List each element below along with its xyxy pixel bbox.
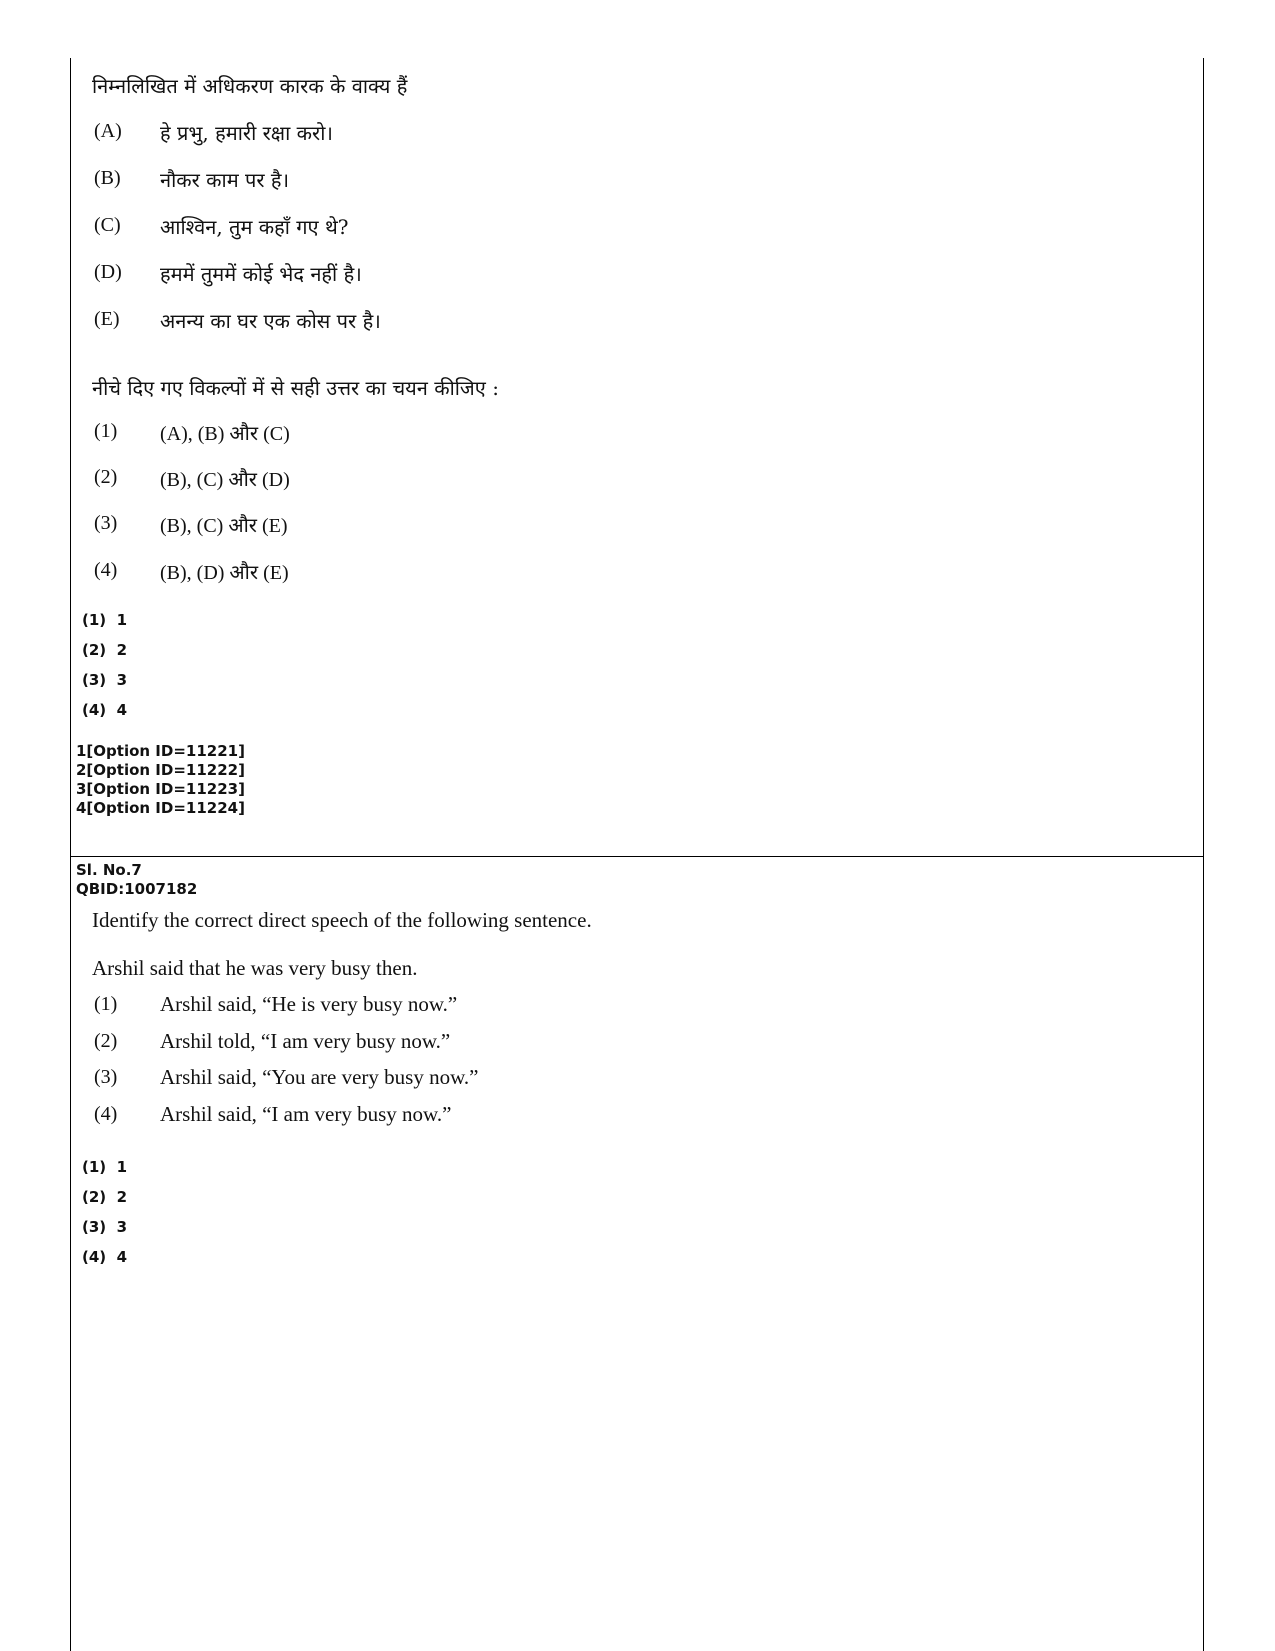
option-value: 4 [116,701,128,719]
option-number: (3) [82,1218,107,1236]
q6-choice-3: (B), (C) और (E) [160,515,288,537]
q6-statement-c-label: (C) [94,214,121,236]
q6-choice-3-label: (3) [94,512,118,534]
q6-statement-a: हे प्रभु, हमारी रक्षा करो। [160,121,333,145]
q6-statement-e: अनन्य का घर एक कोस पर है। [160,309,381,333]
option-value: 4 [116,1248,128,1266]
option-value: 1 [116,1158,128,1176]
q7-choice-3: Arshil said, “You are very busy now.” [160,1065,479,1089]
q7-sentence: Arshil said that he was very busy then. [92,956,418,980]
q6-choice-2-label: (2) [94,466,118,488]
option-id-3: 3[Option ID=11223] [76,780,245,798]
q6-choice-1: (A), (B) और (C) [160,423,290,445]
q6-choice-2: (B), (C) और (D) [160,469,290,491]
option-value: 1 [116,611,128,629]
q6-statement-e-label: (E) [94,308,120,330]
q6-stem: निम्नलिखित में अधिकरण कारक के वाक्य हैं [92,74,408,98]
sl-no: Sl. No.7 [76,861,142,879]
q7-choice-2: Arshil told, “I am very busy now.” [160,1029,451,1053]
option-value: 2 [116,1188,128,1206]
q6-statement-b-label: (B) [94,167,121,189]
option-id-2: 2[Option ID=11222] [76,761,245,779]
q7-choice-3-label: (3) [94,1066,118,1088]
option-value: 3 [116,671,128,689]
q7-header [76,861,197,899]
qbid: QBID:1007182 [76,880,198,898]
q6-statement-c: आश्विन, तुम कहाँ गए थे? [160,215,349,239]
q7-choice-4: Arshil said, “I am very busy now.” [160,1102,452,1126]
q6-statement-d-label: (D) [94,261,122,283]
option-id-1: 1[Option ID=11221] [76,742,245,760]
q7-option-3[interactable] [82,1218,127,1236]
option-number: (4) [82,701,107,719]
q6-choice-4-label: (4) [94,559,118,581]
q6-statement-b: नौकर काम पर है। [160,168,290,192]
q7-option-1[interactable] [82,1158,127,1176]
q7-choice-1-label: (1) [94,993,118,1015]
q6-option-3[interactable] [82,671,127,689]
q6-choice-4: (B), (D) और (E) [160,562,289,584]
q7-choice-2-label: (2) [94,1030,118,1052]
option-number: (1) [82,1158,107,1176]
q6-choice-1-label: (1) [94,420,118,442]
q6-option-4[interactable] [82,701,127,719]
option-id-4: 4[Option ID=11224] [76,799,245,817]
option-number: (2) [82,641,107,659]
page-right-border [1203,58,1204,1651]
option-number: (2) [82,1188,107,1206]
page-left-border [70,58,71,1651]
q7-option-4[interactable] [82,1248,127,1266]
q7-stem: Identify the correct direct speech of the following sentence. [92,908,592,932]
option-number: (3) [82,671,107,689]
q6-option-ids [76,742,245,818]
option-value: 2 [116,641,128,659]
option-number: (1) [82,611,107,629]
option-number: (4) [82,1248,107,1266]
q6-option-1[interactable] [82,611,127,629]
question-separator [70,856,1204,857]
q7-choice-4-label: (4) [94,1103,118,1125]
q6-option-2[interactable] [82,641,127,659]
q6-instruction: नीचे दिए गए विकल्पों में से सही उत्तर का चयन कीजिए : [92,376,499,400]
q6-statement-d: हममें तुममें कोई भेद नहीं है। [160,262,362,286]
q6-statement-a-label: (A) [94,120,122,142]
option-value: 3 [116,1218,128,1236]
q7-choice-1: Arshil said, “He is very busy now.” [160,992,458,1016]
q7-option-2[interactable] [82,1188,127,1206]
